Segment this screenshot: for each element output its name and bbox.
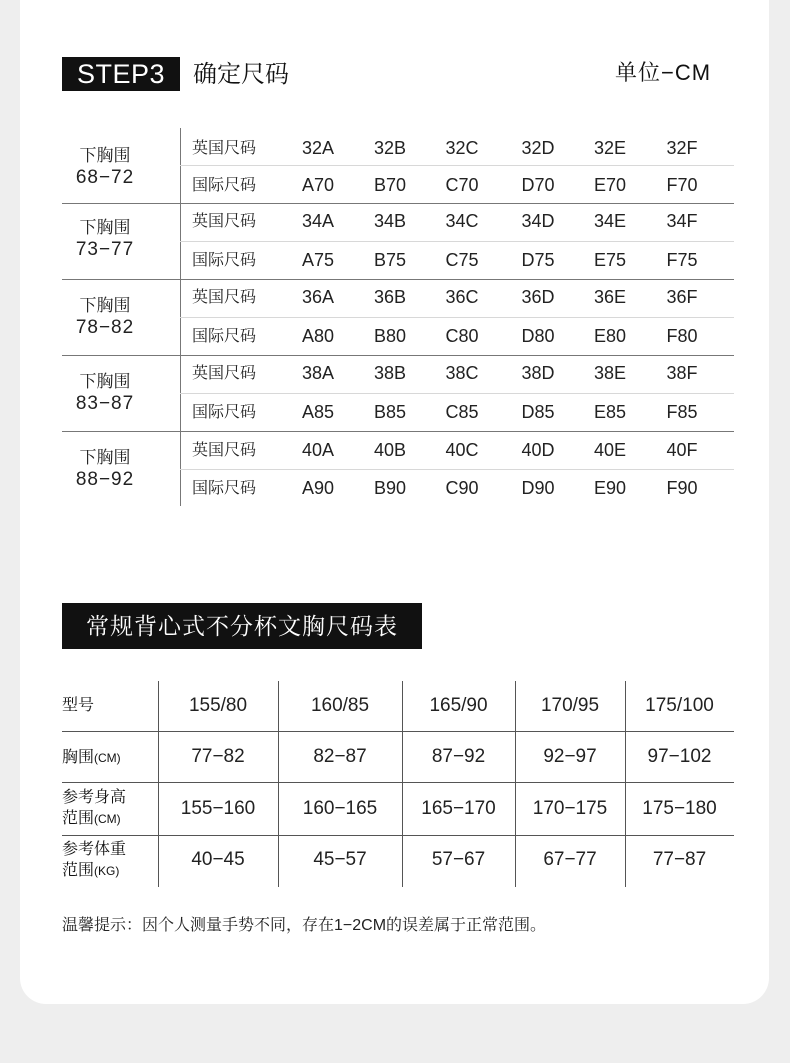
group-label-range: 73−77	[75, 239, 135, 260]
weight-cell: 67−77	[543, 849, 597, 870]
intl-size-row	[180, 470, 734, 507]
size-cell: 38C	[445, 363, 479, 383]
size-cell: 40D	[521, 440, 555, 460]
height-label-unit: (CM)	[94, 812, 121, 826]
size-cell: B75	[373, 250, 407, 270]
group-label	[62, 146, 148, 190]
row-label: 英国尺码	[192, 442, 257, 459]
bust-cell: 87−92	[431, 746, 486, 767]
size-cell: 32D	[521, 138, 555, 158]
row-label: 英国尺码	[192, 289, 257, 306]
bust-cell: 82−87	[313, 746, 367, 767]
size-cell: 34B	[373, 211, 407, 231]
weight-label	[62, 839, 157, 882]
row-label: 英国尺码	[192, 213, 257, 230]
height-cell: 155−160	[180, 798, 256, 819]
height-label-line2: 范围	[62, 810, 95, 827]
group-label-range: 68−72	[75, 167, 135, 188]
intl-size-row	[180, 242, 734, 279]
row-label: 英国尺码	[192, 365, 257, 382]
group-label	[62, 296, 148, 340]
group-label	[62, 218, 148, 262]
model-cell: 170/95	[540, 695, 600, 716]
group-label	[62, 448, 148, 492]
measurement-note: 温馨提示：因个人测量手势不同，存在1−2CM的误差属于正常范围。	[62, 917, 547, 934]
size-cell: 36E	[593, 287, 627, 307]
size-cell: A75	[301, 250, 335, 270]
row-label: 国际尺码	[192, 252, 257, 269]
height-label-line1: 参考身高	[62, 789, 127, 806]
size-cell: 36F	[666, 287, 698, 307]
size-cell: D70	[521, 175, 555, 195]
size-cell: F75	[666, 250, 698, 270]
height-cell: 160−165	[302, 798, 378, 819]
size-cell: 34E	[593, 211, 627, 231]
uk-size-row	[180, 432, 734, 469]
weight-cell: 57−67	[431, 849, 486, 870]
height-cell: 175−180	[642, 798, 717, 819]
size-cell: 36B	[373, 287, 407, 307]
size-cell: E85	[593, 402, 627, 422]
size-cell: B85	[373, 402, 407, 422]
size-group-83-87	[62, 356, 734, 432]
uk-size-row	[180, 279, 734, 316]
group-label-title: 下胸围	[79, 372, 131, 391]
row-divider	[62, 835, 734, 836]
size-cell: D80	[521, 326, 555, 346]
row-label: 英国尺码	[192, 140, 257, 157]
size-cell: F70	[666, 175, 698, 195]
group-label-range: 88−92	[75, 469, 135, 490]
uk-size-row	[180, 203, 734, 240]
model-cell: 175/100	[645, 695, 714, 716]
group-label-range: 78−82	[75, 317, 135, 338]
size-group-73-77	[62, 204, 734, 280]
size-cell: F90	[666, 478, 698, 498]
model-label: 型号	[62, 697, 95, 714]
size-cell: 38F	[666, 363, 698, 383]
size-cell: 32E	[593, 138, 627, 158]
group-label-range: 83−87	[75, 393, 135, 414]
size-cell: D75	[521, 250, 555, 270]
weight-label-line2: 范围	[62, 862, 95, 879]
section-title: 确定尺码	[193, 61, 289, 88]
size-cell: A90	[301, 478, 335, 498]
weight-cell: 40−45	[191, 849, 245, 870]
size-cell: F85	[666, 402, 698, 422]
size-cell: E90	[593, 478, 627, 498]
size-cell: A80	[301, 326, 335, 346]
height-label	[62, 787, 157, 830]
size-cell: 32F	[666, 138, 698, 158]
weight-cell: 45−57	[313, 849, 367, 870]
size-chart-table	[62, 128, 734, 506]
size-cell: 38D	[521, 363, 555, 383]
height-cell: 165−170	[421, 798, 496, 819]
size-cell: 32B	[373, 138, 407, 158]
row-label: 国际尺码	[192, 404, 257, 421]
row-divider	[62, 782, 734, 783]
size-cell: C75	[445, 250, 479, 270]
size-cell: F80	[666, 326, 698, 346]
size-cell: 40A	[301, 440, 335, 460]
size-cell: B70	[373, 175, 407, 195]
size-cell: C70	[445, 175, 479, 195]
size-cell: 40E	[593, 440, 627, 460]
size-cell: A85	[301, 402, 335, 422]
intl-size-row	[180, 394, 734, 431]
weight-cell: 77−87	[652, 849, 707, 870]
height-cell: 170−175	[532, 798, 608, 819]
size-group-88-92	[62, 432, 734, 506]
step-badge: STEP3	[62, 57, 180, 91]
size-group-68-72	[62, 128, 734, 204]
size-cell: 36C	[445, 287, 479, 307]
size-cell: 40F	[666, 440, 698, 460]
model-cell: 155/80	[188, 695, 248, 716]
size-cell: 40B	[373, 440, 407, 460]
model-cell: 160/85	[310, 695, 370, 716]
size-cell: E70	[593, 175, 627, 195]
row-label: 国际尺码	[192, 328, 257, 345]
size-cell: C85	[445, 402, 479, 422]
size-cell: 36D	[521, 287, 555, 307]
group-label-title: 下胸围	[79, 146, 131, 165]
weight-label-unit: (KG)	[94, 864, 120, 878]
group-label-title: 下胸围	[79, 296, 131, 315]
size-cell: E80	[593, 326, 627, 346]
group-label	[62, 372, 148, 416]
size-group-78-82	[62, 280, 734, 356]
size-cell: 34A	[301, 211, 335, 231]
size-cell: 34C	[445, 211, 479, 231]
row-label: 国际尺码	[192, 177, 257, 194]
bust-label-text: 胸围	[62, 749, 95, 766]
size-cell: 34F	[666, 211, 698, 231]
bust-label	[62, 747, 157, 769]
size-cell: C90	[445, 478, 479, 498]
model-cell: 165/90	[429, 695, 488, 716]
bust-label-unit: (CM)	[94, 751, 121, 765]
uk-size-row	[180, 355, 734, 392]
bust-cell: 92−97	[543, 746, 597, 767]
weight-label-line1: 参考体重	[62, 841, 127, 858]
uk-size-row	[180, 130, 734, 167]
size-cell: 38E	[593, 363, 627, 383]
vest-size-banner: 常规背心式不分杯文胸尺码表	[62, 603, 422, 649]
size-cell: 40C	[445, 440, 479, 460]
size-cell: 36A	[301, 287, 335, 307]
vest-size-table	[62, 681, 734, 887]
size-cell: 34D	[521, 211, 555, 231]
size-cell: B90	[373, 478, 407, 498]
group-label-title: 下胸围	[79, 218, 131, 237]
size-cell: 32C	[445, 138, 479, 158]
size-cell: 38B	[373, 363, 407, 383]
size-cell: E75	[593, 250, 627, 270]
size-cell: B80	[373, 326, 407, 346]
row-label: 国际尺码	[192, 480, 257, 497]
intl-size-row	[180, 318, 734, 355]
size-cell: D90	[521, 478, 555, 498]
row-divider	[62, 731, 734, 732]
size-cell: A70	[301, 175, 335, 195]
intl-size-row	[180, 167, 734, 204]
group-label-title: 下胸围	[79, 448, 131, 467]
bust-cell: 77−82	[191, 746, 245, 767]
bust-cell: 97−102	[647, 746, 712, 767]
size-cell: D85	[521, 402, 555, 422]
size-cell: C80	[445, 326, 479, 346]
size-cell: 38A	[301, 363, 335, 383]
size-cell: 32A	[301, 138, 335, 158]
unit-label: 单位−CM	[615, 60, 712, 85]
